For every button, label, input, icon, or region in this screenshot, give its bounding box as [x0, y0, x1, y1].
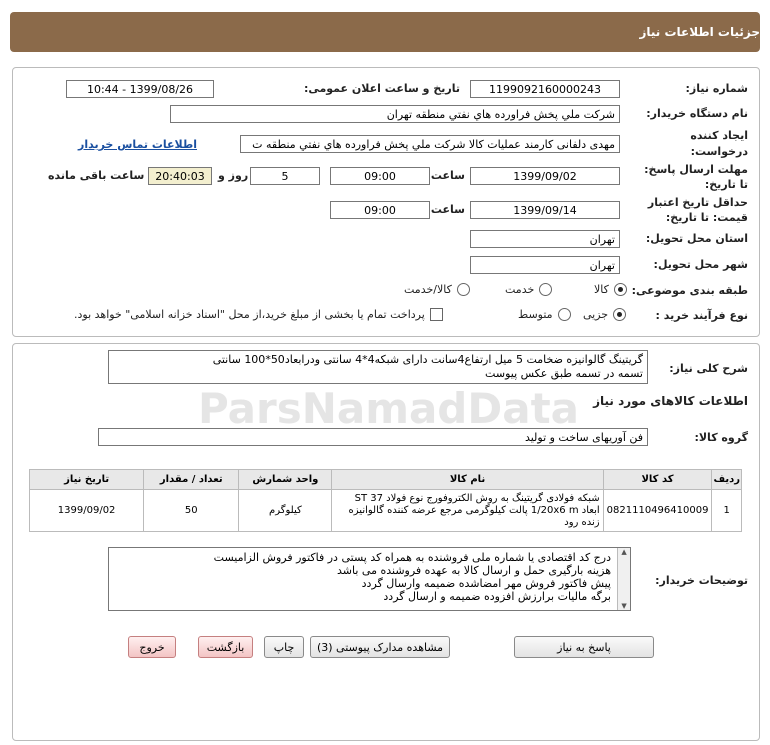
col-date: تاریخ نیاز: [30, 470, 144, 490]
category-goods-radio[interactable]: [614, 283, 627, 296]
send-deadline-label-1: مهلت ارسال پاسخ:: [644, 163, 748, 176]
announce-field: 1399/08/26 - 10:44: [66, 80, 214, 98]
page-header: [10, 12, 760, 52]
watermark: ParsNamadData: [198, 384, 579, 433]
description-box: [108, 350, 648, 384]
note-line: برگه مالیات برارزش افزوده ضمیمه و ارسال گردد: [383, 590, 611, 603]
price-validity-label-2: قیمت: تا تاریخ:: [665, 211, 748, 224]
process-partial-radio[interactable]: [613, 308, 626, 321]
col-qty: تعداد / مقدار: [144, 470, 239, 490]
notes-scrollbar[interactable]: [617, 548, 630, 610]
col-row: ردیف: [712, 470, 742, 490]
goods-table-wrap: [29, 469, 742, 532]
treasury-payment-checkbox[interactable]: [430, 308, 443, 321]
view-attachments-button[interactable]: مشاهده مدارک پیوستی (3): [310, 636, 450, 658]
category-both-label: کالا/خدمت: [404, 283, 452, 296]
goods-group-field: فن آوریهای ساخت و تولید: [98, 428, 648, 446]
buyer-field: شرکت ملي پخش فراورده هاي نفتي منطقه تهران: [170, 105, 620, 123]
print-button[interactable]: چاپ: [264, 636, 304, 658]
buyer-label: نام دستگاه خریدار:: [646, 107, 748, 120]
back-button[interactable]: بازگشت: [198, 636, 253, 658]
buyer-notes-text: [109, 548, 617, 610]
scroll-up-icon[interactable]: ▲: [621, 548, 627, 556]
exit-button[interactable]: خروج: [128, 636, 176, 658]
cell-qty: 50: [144, 490, 239, 532]
cell-row: 1: [712, 490, 742, 532]
creator-label-1: ایجاد کننده: [690, 129, 748, 142]
process-medium-option[interactable]: [518, 308, 571, 321]
send-time-label: ساعت: [430, 169, 465, 182]
buyer-notes-box: [108, 547, 631, 611]
scroll-down-icon[interactable]: ▼: [621, 602, 627, 610]
treasury-payment-label: پرداخت تمام یا بخشی از مبلغ خرید،از محل "اسناد خزانه اسلامی" خواهد بود.: [74, 308, 425, 321]
col-code: کد کالا: [603, 470, 712, 490]
description-line-2: تسمه در تسمه طبق عکس پیوست: [485, 367, 643, 380]
cell-date: 1399/09/02: [30, 490, 144, 532]
days-field: 5: [250, 167, 320, 185]
creator-field: مهدی دلفانی کارمند عملیات کالا شرکت ملي پخش فراورده هاي نفتي منطقه ت: [240, 135, 620, 153]
category-goods-option[interactable]: [594, 283, 627, 296]
process-partial-option[interactable]: [583, 308, 626, 321]
goods-table: [29, 469, 742, 532]
goods-section-title: اطلاعات کالاهای مورد نیاز: [593, 394, 748, 408]
category-goods-label: کالا: [594, 283, 609, 296]
goods-group-label: گروه کالا:: [694, 431, 748, 444]
need-no-field: 1199092160000243: [470, 80, 620, 98]
remaining-time-field: 20:40:03: [148, 167, 212, 185]
note-line: درج کد اقتصادی یا شماره ملی فروشنده به همراه کد پستی در فاکتور فروش الزامیست: [213, 551, 611, 564]
treasury-payment-option[interactable]: [74, 308, 443, 321]
reply-button[interactable]: پاسخ به نیاز: [514, 636, 654, 658]
cell-unit: کیلوگرم: [239, 490, 332, 532]
announce-label: تاریخ و ساعت اعلان عمومی:: [303, 82, 460, 95]
city-label: شهر محل تحویل:: [653, 258, 748, 271]
goods-table-header: [30, 470, 742, 490]
send-deadline-label-2: تا تاریخ:: [704, 178, 748, 191]
province-label: استان محل تحویل:: [645, 232, 748, 245]
category-label: طبقه بندی موضوعی:: [631, 284, 748, 297]
province-field: تهران: [470, 230, 620, 248]
valid-date-field: 1399/09/14: [470, 201, 620, 219]
price-validity-label-1: حداقل تاریخ اعتبار: [647, 196, 748, 209]
category-service-option[interactable]: [505, 283, 552, 296]
process-partial-label: جزیی: [583, 308, 609, 321]
valid-time-field: 09:00: [330, 201, 430, 219]
days-label: روز و: [218, 169, 249, 182]
category-both-radio[interactable]: [457, 283, 470, 296]
category-service-radio[interactable]: [539, 283, 552, 296]
note-line: پیش فاکتور فروش مهر امضاشده ضمیمه وارسال گردد: [361, 577, 611, 590]
description-line-1: گریتینگ گالوانیزه ضخامت 5 میل ارتفاع4سانت دارای شبکه4*4 سانتی ودرابعاد50*100 سانتی: [212, 353, 643, 366]
table-row[interactable]: [30, 490, 742, 532]
note-line: هزینه بارگیری حمل و ارسال کالا به عهده فروشنده می باشد: [337, 564, 611, 577]
process-medium-label: متوسط: [518, 308, 553, 321]
buyer-notes-label: توضیحات خریدار:: [655, 574, 748, 587]
process-medium-radio[interactable]: [558, 308, 571, 321]
col-unit: واحد شمارش: [239, 470, 332, 490]
need-no-label: شماره نیاز:: [685, 82, 748, 95]
process-label: نوع فرآیند خرید :: [655, 309, 748, 322]
cell-code: 0821110496410009: [603, 490, 712, 532]
col-name: نام کالا: [332, 470, 603, 490]
city-field: تهران: [470, 256, 620, 274]
cell-name: شبکه فولادی گریتینگ به روش الکتروفورج نوع فولاد ST 37 ابعاد 1/20x6 m پالت کیلوگرمی مرجع عرضه کننده گالوانیزه زنده رود: [332, 490, 603, 532]
category-both-option[interactable]: [404, 283, 470, 296]
creator-label-2: درخواست:: [690, 145, 748, 158]
remaining-time-label: ساعت باقی مانده: [48, 169, 145, 182]
description-label: شرح کلی نیاز:: [669, 362, 748, 375]
page-title: جزئیات اطلاعات نیاز: [639, 25, 760, 39]
valid-time-label: ساعت: [430, 203, 465, 216]
send-time-field: 09:00: [330, 167, 430, 185]
contact-info-link[interactable]: اطلاعات تماس خریدار: [78, 138, 198, 151]
send-date-field: 1399/09/02: [470, 167, 620, 185]
category-service-label: خدمت: [505, 283, 535, 296]
